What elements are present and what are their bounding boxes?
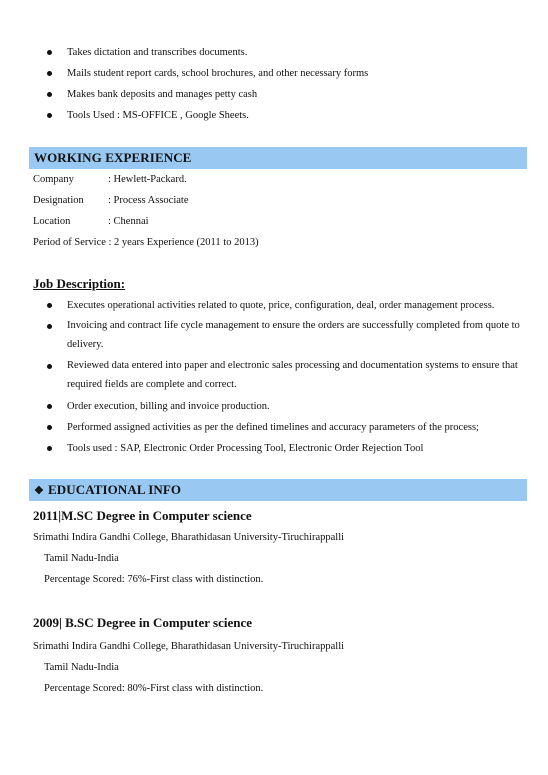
company-row	[33, 169, 187, 190]
section-title: EDUCATIONAL INFO	[47, 482, 182, 497]
list-item: Performed assigned activities as per the defined timelines and accuracy parameters of the process;	[33, 417, 529, 438]
degree-title: 2011|M.SC Degree in Computer science	[33, 508, 252, 523]
field-value: : Hewlett-Packard.	[108, 174, 187, 185]
top-bullet-list	[33, 42, 513, 126]
job-bullet-list	[33, 295, 529, 459]
field-value: : Chennai	[108, 216, 149, 227]
educational-info-header	[29, 479, 527, 501]
field-label: Company	[33, 174, 74, 185]
period-row: Period of Service : 2 years Experience (2011 to 2013)	[33, 237, 259, 248]
college-name: Srimathi Indira Gandhi College, Bharathidasan University-Tiruchirappalli	[33, 641, 345, 652]
percentage-score: Percentage Scored: 80%-First class with distinction.	[44, 683, 264, 694]
job-description-heading: Job Description:	[33, 276, 126, 291]
section-title: WORKING EXPERIENCE	[34, 150, 192, 165]
diamond-bullet-icon: ❖	[34, 485, 44, 497]
list-item: Executes operational activities related to quote, price, configuration, deal, order management process.	[33, 295, 529, 316]
degree-title: 2009| B.SC Degree in Computer science	[33, 615, 253, 630]
list-item: Invoicing and contract life cycle management to ensure the orders are successfully completed from quote to delivery.	[33, 316, 529, 356]
state: Tamil Nadu-India	[44, 662, 119, 673]
list-item: Mails student report cards, school brochures, and other necessary forms	[33, 63, 513, 84]
list-item: Takes dictation and transcribes documents.	[33, 42, 513, 63]
list-item: Makes bank deposits and manages petty cash	[33, 84, 513, 105]
list-item: Reviewed data entered into paper and electronic sales processing and documentation systems to ensure that required fields are complete and correct.	[33, 356, 529, 396]
location-row	[33, 211, 149, 232]
field-label: Designation	[33, 195, 84, 206]
list-item: Tools Used : MS-OFFICE , Google Sheets.	[33, 105, 513, 126]
section-title-wrap	[34, 482, 181, 498]
field-value: : Process Associate	[108, 195, 189, 206]
college-name: Srimathi Indira Gandhi College, Bharathidasan University-Tiruchirappalli	[33, 532, 345, 543]
state: Tamil Nadu-India	[44, 553, 119, 564]
percentage-score: Percentage Scored: 76%-First class with distinction.	[44, 574, 264, 585]
list-item: Tools used : SAP, Electronic Order Processing Tool, Electronic Order Rejection Tool	[33, 438, 529, 459]
designation-row	[33, 190, 189, 211]
field-label: Location	[33, 216, 71, 227]
working-experience-header	[29, 147, 527, 169]
list-item: Order execution, billing and invoice production.	[33, 396, 529, 417]
